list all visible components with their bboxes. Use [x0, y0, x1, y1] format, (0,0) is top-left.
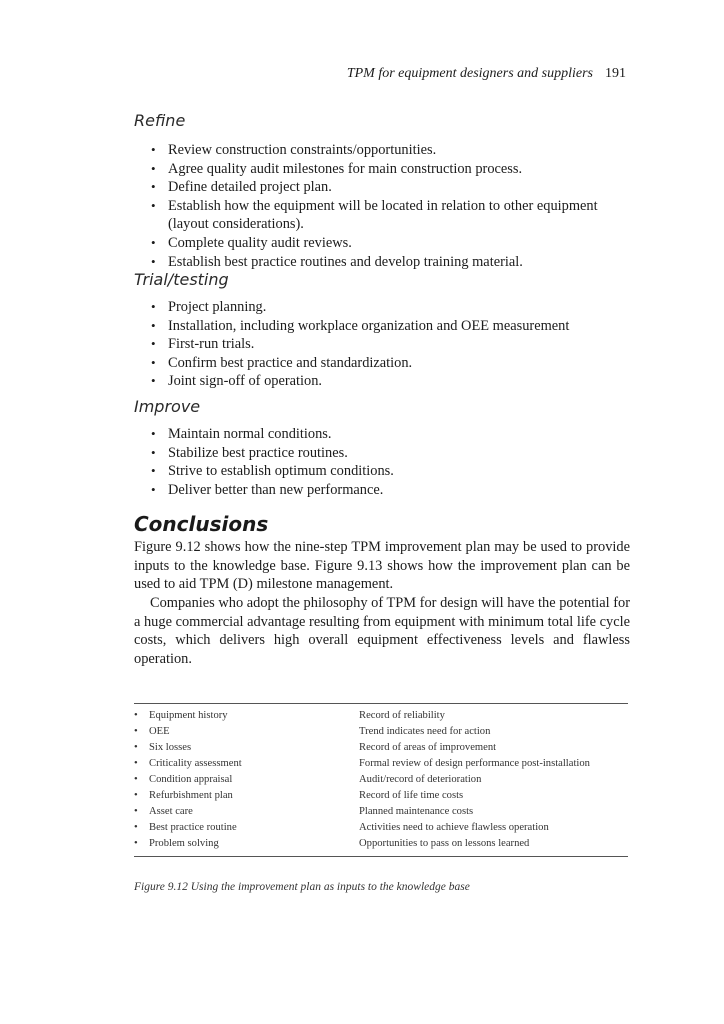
list-item: • Define detailed project plan.: [151, 178, 631, 197]
table-cell-output: Record of life time costs: [359, 790, 464, 801]
list-item: • Stabilize best practice routines.: [151, 444, 631, 463]
running-header: [300, 66, 626, 82]
section-heading-refine: Refine: [134, 111, 186, 130]
list-item: • Deliver better than new performance.: [151, 481, 631, 500]
section-heading-trial-testing: Trial/testing: [134, 270, 229, 289]
table-row: [134, 772, 628, 788]
bullet-icon: •: [134, 806, 138, 817]
table-cell-input: OEE: [149, 726, 170, 737]
table-row: [134, 724, 628, 740]
trial-testing-list: [151, 298, 631, 391]
conclusions-paragraph-2: Companies who adopt the philosophy of TPM for design will have the potential for a huge commercial advantage resulting from equipment with minimum total life cycle costs, which delivers high overall equipment effectiveness levels and flawless operation.: [134, 595, 630, 667]
list-item: • Review construction constraints/opportunities.: [151, 141, 631, 160]
table-cell-output: Formal review of design performance post-installation: [359, 758, 590, 769]
list-item: • Maintain normal conditions.: [151, 425, 631, 444]
table-cell-output: Record of areas of improvement: [359, 742, 497, 753]
table-cell-input: Criticality assessment: [149, 758, 242, 769]
table-cell-output: Audit/record of deterioration: [359, 774, 482, 785]
bullet-icon: •: [134, 790, 138, 801]
bullet-icon: •: [134, 838, 138, 849]
page-number: 191: [605, 66, 626, 81]
table-cell-input: Equipment history: [149, 710, 228, 721]
table-cell-output: Record of reliability: [359, 710, 445, 721]
list-item: • Complete quality audit reviews.: [151, 234, 631, 253]
figure-table: [134, 703, 628, 857]
list-item: • Strive to establish optimum conditions.: [151, 462, 631, 481]
table-row: [134, 708, 628, 724]
table-cell-output: Trend indicates need for action: [359, 726, 491, 737]
refine-list: [151, 141, 631, 271]
table-cell-output: Opportunities to pass on lessons learned: [359, 838, 530, 849]
table-row: [134, 836, 628, 852]
table-row: [134, 756, 628, 772]
list-item: • Establish best practice routines and develop training material.: [151, 253, 631, 272]
table-cell-input: Best practice routine: [149, 822, 237, 833]
table-row: [134, 740, 628, 756]
bullet-icon: •: [134, 726, 138, 737]
bullet-icon: •: [134, 822, 138, 833]
list-item: • First-run trials.: [151, 335, 631, 354]
table-cell-input: Six losses: [149, 742, 192, 753]
list-item: • Joint sign-off of operation.: [151, 372, 631, 391]
table-cell-output: Planned maintenance costs: [359, 806, 474, 817]
table-cell-output: Activities need to achieve flawless operation: [359, 822, 549, 833]
list-item: • Installation, including workplace organization and OEE measurement: [151, 317, 631, 336]
table-row: [134, 820, 628, 836]
table-row: [134, 788, 628, 804]
conclusions-paragraph-1: Figure 9.12 shows how the nine-step TPM improvement plan may be used to provide inputs to the knowledge base. Figure 9.13 shows how the improvement plan can be used to aid TPM (D) milestone management.: [134, 539, 630, 593]
list-item: • Confirm best practice and standardization.: [151, 354, 631, 373]
bullet-icon: •: [134, 774, 138, 785]
improve-list: [151, 425, 631, 499]
bullet-icon: •: [134, 758, 138, 769]
bullet-icon: •: [134, 710, 138, 721]
list-item: • Agree quality audit milestones for main construction process.: [151, 160, 631, 179]
table-cell-input: Problem solving: [149, 838, 219, 849]
table-row: [134, 804, 628, 820]
list-item: • Establish how the equipment will be located in relation to other equipment (layout considerations).: [151, 197, 631, 234]
figure-caption: Figure 9.12 Using the improvement plan as inputs to the knowledge base: [134, 881, 470, 893]
list-item: • Project planning.: [151, 298, 631, 317]
section-heading-improve: Improve: [134, 397, 201, 416]
table-cell-input: Condition appraisal: [149, 774, 233, 785]
bullet-icon: •: [134, 742, 138, 753]
running-header-title: TPM for equipment designers and suppliers: [346, 66, 593, 81]
table-cell-input: Refurbishment plan: [149, 790, 233, 801]
conclusions-heading: Conclusions: [134, 512, 269, 536]
table-cell-input: Asset care: [149, 806, 193, 817]
